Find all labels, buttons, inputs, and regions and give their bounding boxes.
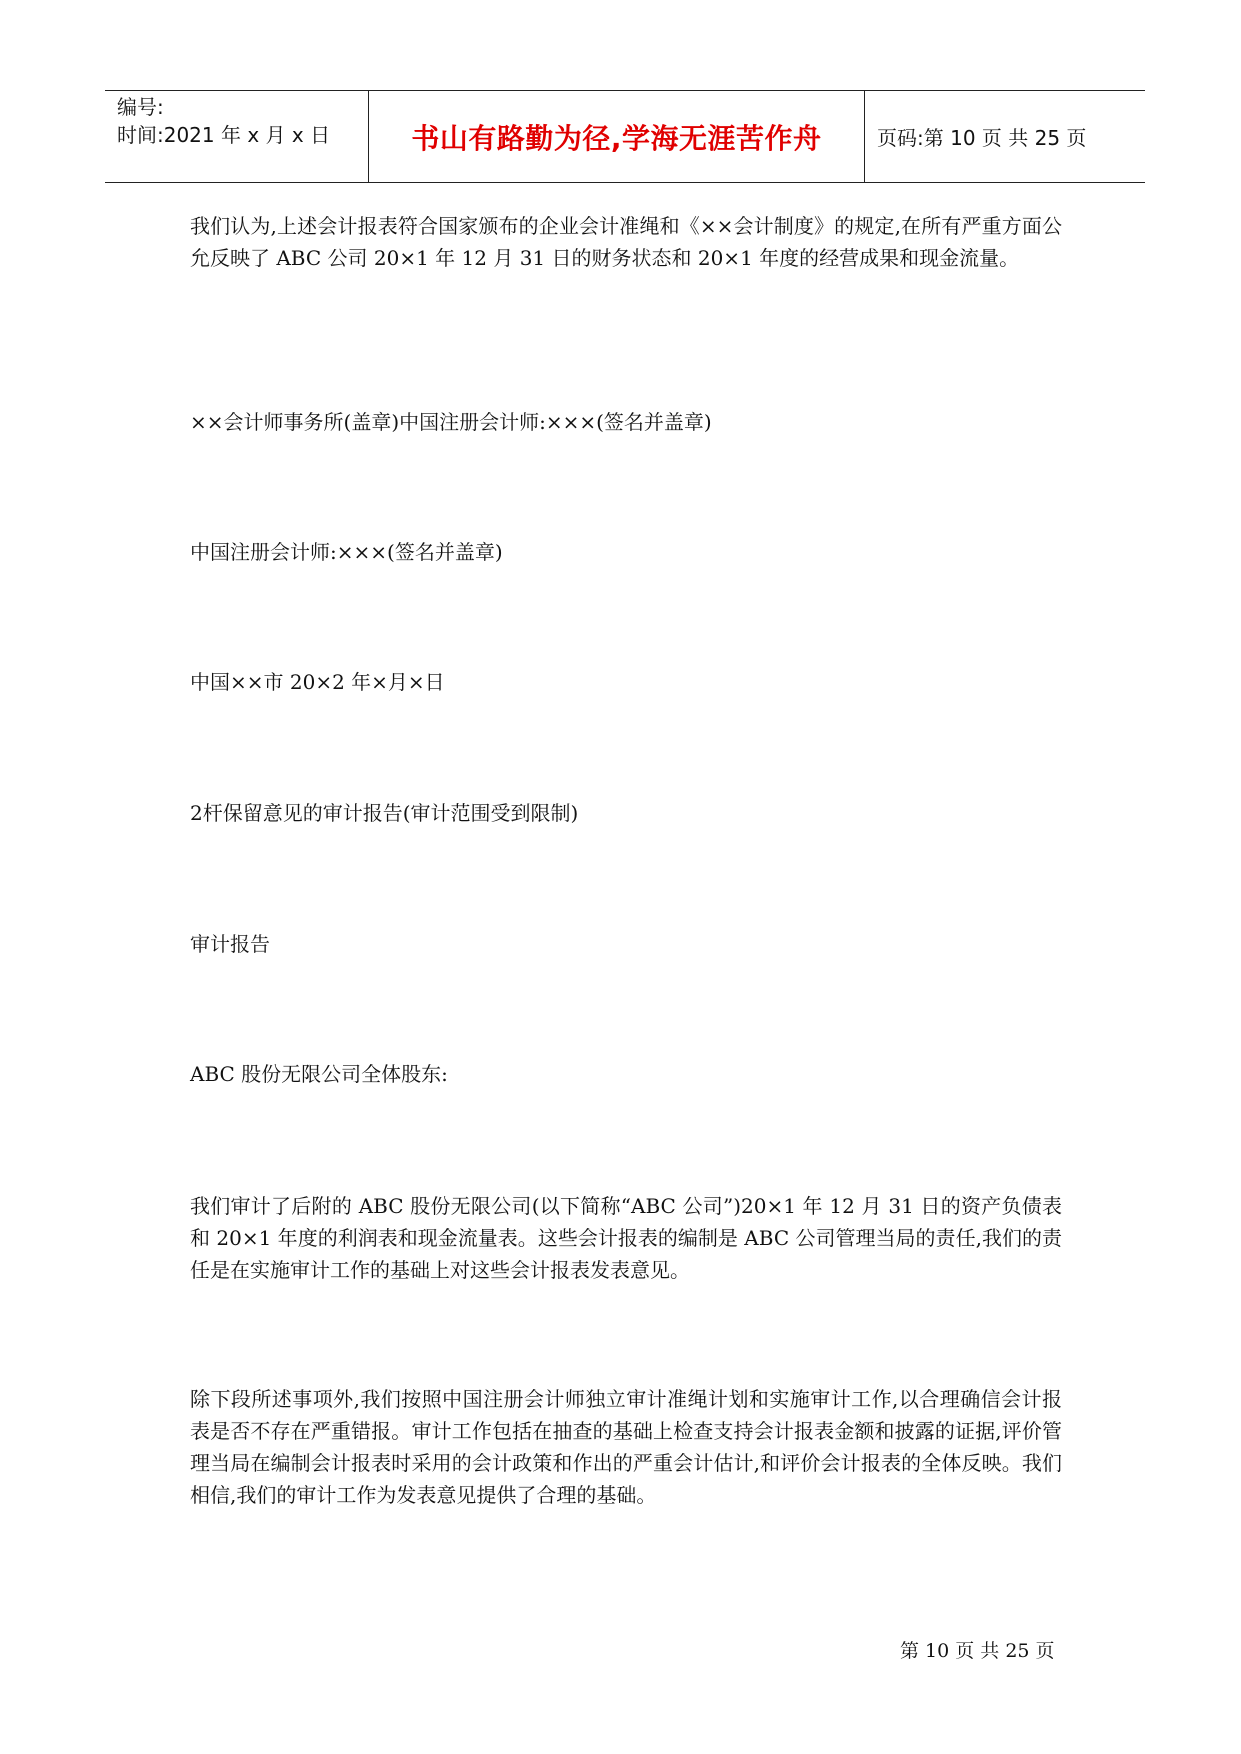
- document-number-label: 编号:: [117, 95, 164, 119]
- scope-paragraph: 我们审计了后附的 ABC 股份无限公司(以下简称“ABC 公司”)20×1 年 12 月 31 日的资产负债表和 20×1 年度的利润表和现金流量表。这些会计报表的编制是 ABC 公司管理当局的责任,我们的责任是在实施审计工作的基础上对这些会计报表发表意见。: [190, 1194, 1062, 1282]
- report-title: 审计报告: [190, 932, 270, 956]
- header-page-info: 页码:第 10 页 共 25 页: [877, 126, 1087, 150]
- opinion-paragraph: 我们认为,上述会计报表符合国家颁布的企业会计准绳和《××会计制度》的规定,在所有严重方面公允反映了 ABC 公司 20×1 年 12 月 31 日的财务状态和 20×1 年度的经营成果和现金流量。: [190, 214, 1062, 270]
- section-heading: 2杆保留意见的审计报告(审计范围受到限制): [190, 801, 579, 825]
- header-motto: 书山有路勤为径,学海无涯苦作舟: [369, 91, 865, 182]
- addressee-line: ABC 股份无限公司全体股东:: [190, 1062, 448, 1086]
- page-footer: 第 10 页 共 25 页: [900, 1640, 1055, 1662]
- document-time-label: 时间:2021 年 x 月 x 日: [117, 123, 331, 147]
- work-paragraph: 除下段所述事项外,我们按照中国注册会计师独立审计准绳计划和实施审计工作,以合理确信会计报表是否不存在严重错报。审计工作包括在抽查的基础上检查支持会计报表金额和披露的证据,评价管理当局在编制会计报表时采用的会计政策和作出的严重会计估计,和评价会计报表的全体反映。我们相信,我们的审计工作为发表意见提供了合理的基础。: [190, 1387, 1062, 1507]
- firm-signature-line: ××会计师事务所(盖章)中国注册会计师:×××(签名并盖章): [190, 410, 712, 434]
- place-date-line: 中国××市 20×2 年×月×日: [190, 670, 445, 694]
- page-header: [105, 90, 1145, 183]
- header-meta: [105, 91, 369, 182]
- cpa-signature-line: 中国注册会计师:×××(签名并盖章): [190, 540, 503, 564]
